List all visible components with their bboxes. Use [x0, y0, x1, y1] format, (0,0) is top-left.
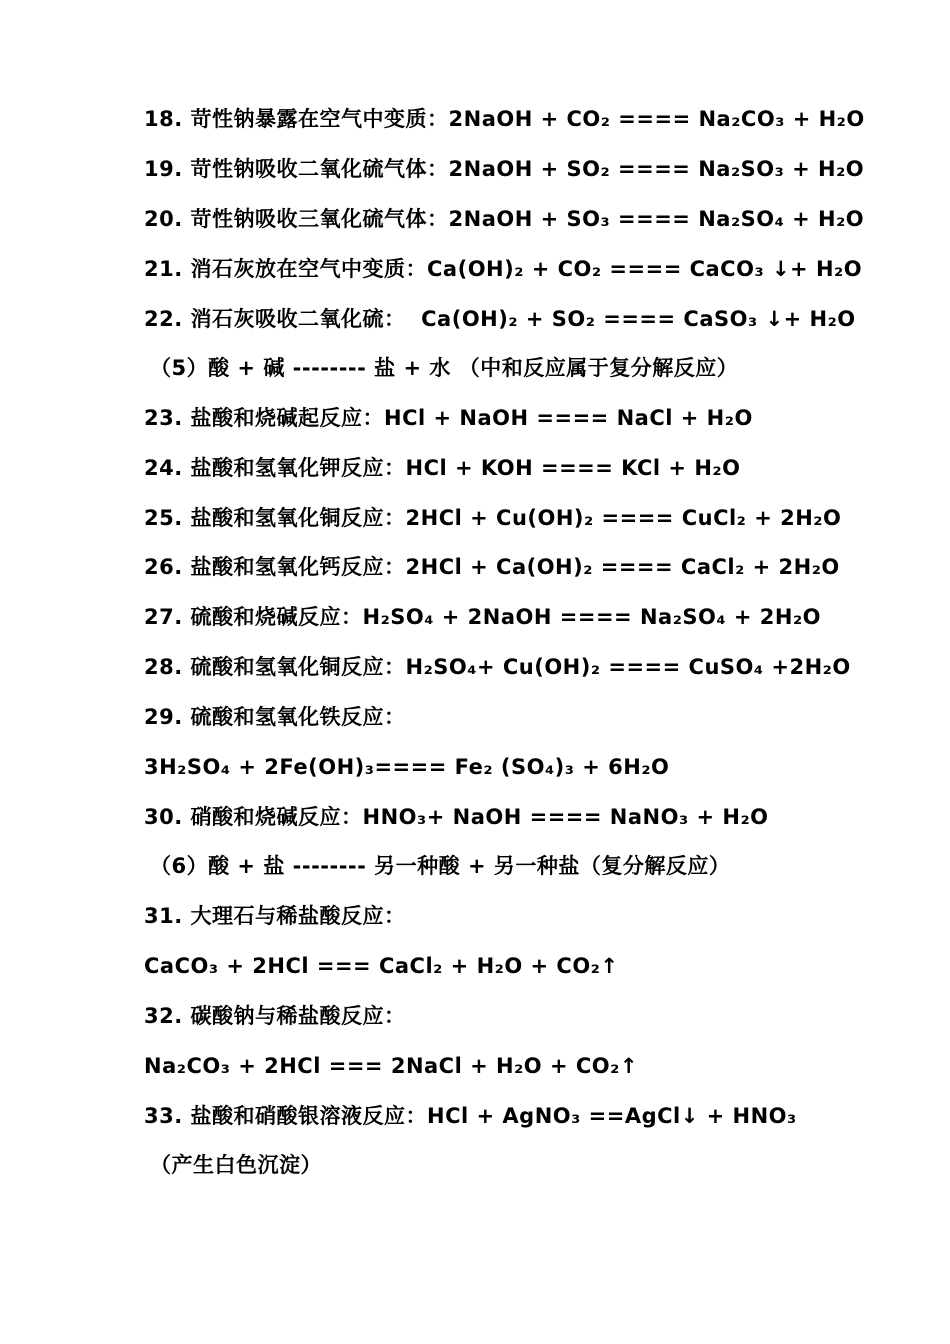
equation-line: Na₂CO₃ + 2HCl === 2NaCl + H₂O + CO₂↑ [144, 1054, 638, 1078]
equation-line: 3H₂SO₄ + 2Fe(OH)₃==== Fe₂ (SO₄)₃ + 6H₂O [144, 755, 670, 779]
text-line: 29. 硫酸和氢氧化铁反应： [144, 705, 406, 729]
section-heading: （6）酸 + 盐 -------- 另一种酸 + 另一种盐（复分解反应） [150, 854, 731, 878]
text-line: 22. 消石灰吸收二氧化硫： Ca(OH)₂ + SO₂ ==== CaSO₃ ↓+ H₂O [144, 307, 856, 331]
text-line: 33. 盐酸和硝酸银溶液反应：HCl + AgNO₃ ==AgCl↓ + HNO₃ [144, 1104, 797, 1128]
text-line: 19. 苛性钠吸收二氧化硫气体：2NaOH + SO₂ ==== Na₂SO₃ + H₂O [144, 157, 865, 181]
text-line: 27. 硫酸和烧碱反应：H₂SO₄ + 2NaOH ==== Na₂SO₄ + 2H₂O [144, 605, 822, 629]
text-line: 26. 盐酸和氢氧化钙反应：2HCl + Ca(OH)₂ ==== CaCl₂ + 2H₂O [144, 555, 840, 579]
note-line: （产生白色沉淀） [150, 1153, 322, 1177]
text-line: 20. 苛性钠吸收三氧化硫气体：2NaOH + SO₃ ==== Na₂SO₄ + H₂O [144, 207, 865, 231]
text-line: 30. 硝酸和烧碱反应：HNO₃+ NaOH ==== NaNO₃ + H₂O [144, 805, 769, 829]
section-heading: （5）酸 + 碱 -------- 盐 + 水 （中和反应属于复分解反应） [150, 356, 739, 380]
text-line: 24. 盐酸和氢氧化钾反应：HCl + KOH ==== KCl + H₂O [144, 456, 741, 480]
text-line: 28. 硫酸和氢氧化铜反应：H₂SO₄+ Cu(OH)₂ ==== CuSO₄ +2H₂O [144, 655, 851, 679]
text-line: 32. 碳酸钠与稀盐酸反应： [144, 1004, 406, 1028]
equation-line: CaCO₃ + 2HCl === CaCl₂ + H₂O + CO₂↑ [144, 954, 619, 978]
text-line: 21. 消石灰放在空气中变质：Ca(OH)₂ + CO₂ ==== CaCO₃ ↓+ H₂O [144, 257, 863, 281]
text-line: 31. 大理石与稀盐酸反应： [144, 904, 406, 928]
text-line: 23. 盐酸和烧碱起反应：HCl + NaOH ==== NaCl + H₂O [144, 406, 753, 430]
text-line: 25. 盐酸和氢氧化铜反应：2HCl + Cu(OH)₂ ==== CuCl₂ + 2H₂O [144, 506, 842, 530]
text-line: 18. 苛性钠暴露在空气中变质：2NaOH + CO₂ ==== Na₂CO₃ + H₂O [144, 107, 865, 131]
